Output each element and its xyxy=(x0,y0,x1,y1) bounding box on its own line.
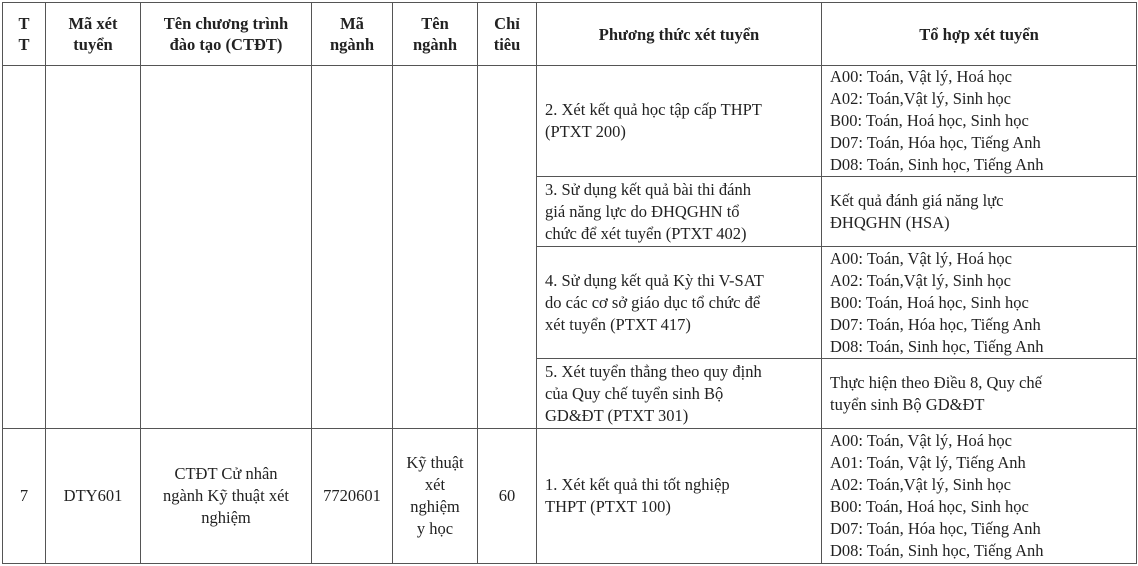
method-cell: 4. Sử dụng kết quả Kỳ thi V-SAT do các cơ sở giáo dục tổ chức để xét tuyển (PTXT 417) xyxy=(537,247,822,359)
header-ma-xet-tuyen: Mã xét tuyển xyxy=(46,3,141,66)
empty-cell xyxy=(3,66,46,429)
table-row xyxy=(3,429,1137,564)
combo-cell: A00: Toán, Vật lý, Hoá học A02: Toán,Vật lý, Sinh học B00: Toán, Hoá học, Sinh học D07: Toán, Hóa học, Tiếng Anh D08: Toán, Sinh học, Tiếng Anh xyxy=(822,66,1137,177)
empty-cell xyxy=(141,66,312,429)
header-tt: T T xyxy=(3,3,46,66)
header-ma-nganh: Mã ngành xyxy=(312,3,393,66)
empty-cell xyxy=(312,66,393,429)
method-cell: 5. Xét tuyển thẳng theo quy định của Quy chế tuyển sinh Bộ GD&ĐT (PTXT 301) xyxy=(537,359,822,429)
header-row xyxy=(3,3,1137,66)
header-phuong-thuc: Phương thức xét tuyển xyxy=(537,3,822,66)
header-ten-chuong-trinh: Tên chương trình đào tạo (CTĐT) xyxy=(141,3,312,66)
chi-tieu-cell: 60 xyxy=(478,429,537,564)
ten-chuong-trinh-cell: CTĐT Cử nhân ngành Kỹ thuật xét nghiệm xyxy=(141,429,312,564)
tt-cell: 7 xyxy=(3,429,46,564)
method-cell: 3. Sử dụng kết quả bài thi đánh giá năng lực do ĐHQGHN tổ chức để xét tuyển (PTXT 402) xyxy=(537,177,822,247)
ma-xet-tuyen-cell: DTY601 xyxy=(46,429,141,564)
header-ten-nganh: Tên ngành xyxy=(393,3,478,66)
empty-cell xyxy=(46,66,141,429)
method-cell: 2. Xét kết quả học tập cấp THPT (PTXT 200) xyxy=(537,66,822,177)
combo-cell: Kết quả đánh giá năng lực ĐHQGHN (HSA) xyxy=(822,177,1137,247)
empty-cell xyxy=(393,66,478,429)
ma-nganh-cell: 7720601 xyxy=(312,429,393,564)
ten-nganh-cell: Kỹ thuật xét nghiệm y học xyxy=(393,429,478,564)
table-row xyxy=(3,66,1137,177)
empty-cell xyxy=(478,66,537,429)
header-to-hop: Tổ hợp xét tuyển xyxy=(822,3,1137,66)
combo-cell: Thực hiện theo Điều 8, Quy chế tuyển sinh Bộ GD&ĐT xyxy=(822,359,1137,429)
combo-cell: A00: Toán, Vật lý, Hoá học A02: Toán,Vật lý, Sinh học B00: Toán, Hoá học, Sinh học D07: Toán, Hóa học, Tiếng Anh D08: Toán, Sinh học, Tiếng Anh xyxy=(822,247,1137,359)
header-chi-tieu: Chỉ tiêu xyxy=(478,3,537,66)
method-cell: 1. Xét kết quả thi tốt nghiệp THPT (PTXT 100) xyxy=(537,429,822,564)
combo-cell: A00: Toán, Vật lý, Hoá học A01: Toán, Vật lý, Tiếng Anh A02: Toán,Vật lý, Sinh học B00: Toán, Hoá học, Sinh học D07: Toán, Hóa học, Tiếng Anh D08: Toán, Sinh học, Tiếng Anh xyxy=(822,429,1137,564)
admission-table xyxy=(2,2,1137,564)
